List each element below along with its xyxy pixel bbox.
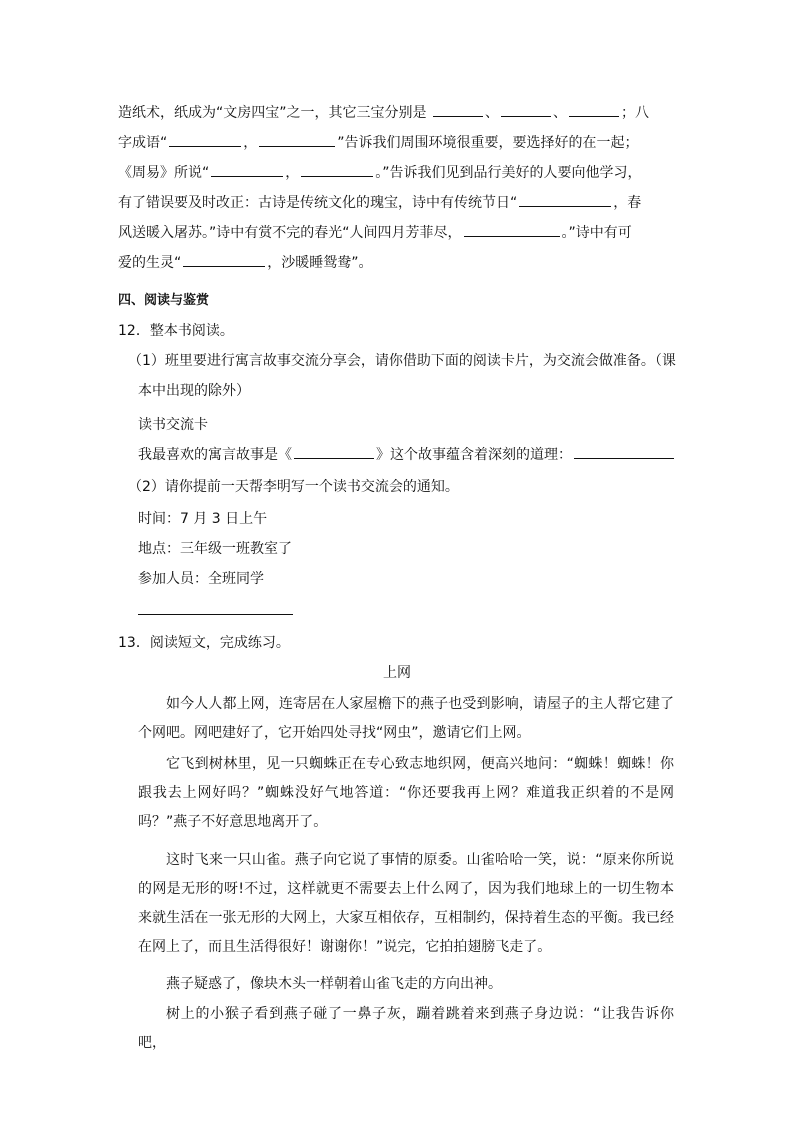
question-12-1-cont: 本中出现的除外） [138,383,250,399]
q11-text: ；八 [620,105,649,121]
answer-blank[interactable] [501,102,551,117]
notice-answer-line[interactable] [138,614,293,615]
q11-line-5 [118,222,678,244]
q11-text: 、 [484,105,499,121]
q11-line-2 [118,132,678,154]
card-text: 我最喜欢的寓言故事是《 [138,447,292,463]
question-12-title: 12．整本书阅读。 [118,323,234,339]
notice-time: 时间：7 月 3 日上午 [138,511,268,527]
notice-participants: 参加人员：全班同学 [138,571,264,587]
moral-blank[interactable] [574,444,674,459]
q11-text: 。”诗中有可 [561,225,632,241]
q11-text: ， [243,135,258,151]
passage-title: 上网 [383,665,411,681]
q11-line-1 [118,102,678,124]
answer-blank[interactable] [169,132,241,147]
q11-text: 造纸术，纸成为“文房四宝”之一，其它三宝分别是 [118,105,427,121]
answer-blank[interactable] [259,132,335,147]
passage-paragraph-5: 树上的小猴子看到燕子碰了一鼻子灰，蹦着跳着来到燕子身边说：“让我告诉你吧， [138,1006,674,1051]
answer-blank[interactable] [519,192,611,207]
q11-line-4 [118,192,678,214]
q11-text: ”告诉我们周围环境很重要，要选择好的在一起； [337,135,639,151]
q11-text: 《周易》所说“ [118,165,210,181]
question-12-1: （1）班里要进行寓言故事交流分享会，请你借助下面的阅读卡片，为交流会做准备。（课 [128,353,676,369]
card-title: 读书交流卡 [138,417,208,433]
question-12-2: （2）请你提前一天帮李明写一个读书交流会的通知。 [128,479,459,495]
card-line [138,444,678,466]
passage-paragraph-3: 这时飞来一只山雀。燕子向它说了事情的原委。山雀哈哈一笑，说：“原来你所说的网是无形的呀!不过，这样就更不需要去上什么网了，因为我们地球上的一切生物本来就生活在一张无形的大网上，大家互相依存，互相制约，保持着生态的平衡。我已经在网上了，而且生活得很好！谢谢你！”说完，它拍拍翅膀飞走了。 [138,852,674,955]
q11-line-6 [118,252,678,274]
answer-blank[interactable] [569,102,619,117]
q11-text: 字成语“ [118,135,168,151]
q11-text: 、 [552,105,567,121]
answer-blank[interactable] [183,252,265,267]
passage-paragraph-4: 燕子疑惑了，像块木头一样朝着山雀飞走的方向出神。 [166,976,502,992]
q11-text: ，春 [613,195,642,211]
q11-text: 风送暖入屠苏。”诗中有赏不完的春光“人间四月芳菲尽， [118,225,462,241]
q11-line-3 [118,162,678,184]
passage-paragraph-1: 如今人人都上网，连寄居在人家屋檐下的燕子也受到影响，请屋子的主人帮它建了个网吧。网吧建好了，它开始四处寻找“网虫”，邀请它们上网。 [138,696,674,741]
section-heading: 四、阅读与鉴赏 [118,293,210,308]
q11-text: ，沙暖睡鸳鸯”。 [267,255,373,271]
question-13-title: 13．阅读短文，完成练习。 [118,635,290,651]
story-name-blank[interactable] [294,444,374,459]
q11-text: 有了错误要及时改正：古诗是传统文化的瑰宝，诗中有传统节日“ [118,195,518,211]
card-text: 》这个故事蕴含着深刻的道理： [376,447,572,463]
passage-paragraph-2: 它飞到树林里，见一只蜘蛛正在专心致志地织网，便高兴地问：“蜘蛛！蜘蛛！你跟我去上网好吗？”蜘蛛没好气地答道：“你还要我再上网？难道我正织着的不是网吗？”燕子不好意思地离开了。 [138,756,674,830]
answer-blank[interactable] [464,222,560,237]
answer-blank[interactable] [211,162,283,177]
answer-blank[interactable] [433,102,483,117]
notice-place: 地点：三年级一班教室了 [138,541,292,557]
answer-blank[interactable] [301,162,373,177]
q11-text: 爱的生灵“ [118,255,182,271]
q11-text: 。”告诉我们见到品行美好的人要向他学习， [375,165,642,181]
q11-text: ， [285,165,300,181]
